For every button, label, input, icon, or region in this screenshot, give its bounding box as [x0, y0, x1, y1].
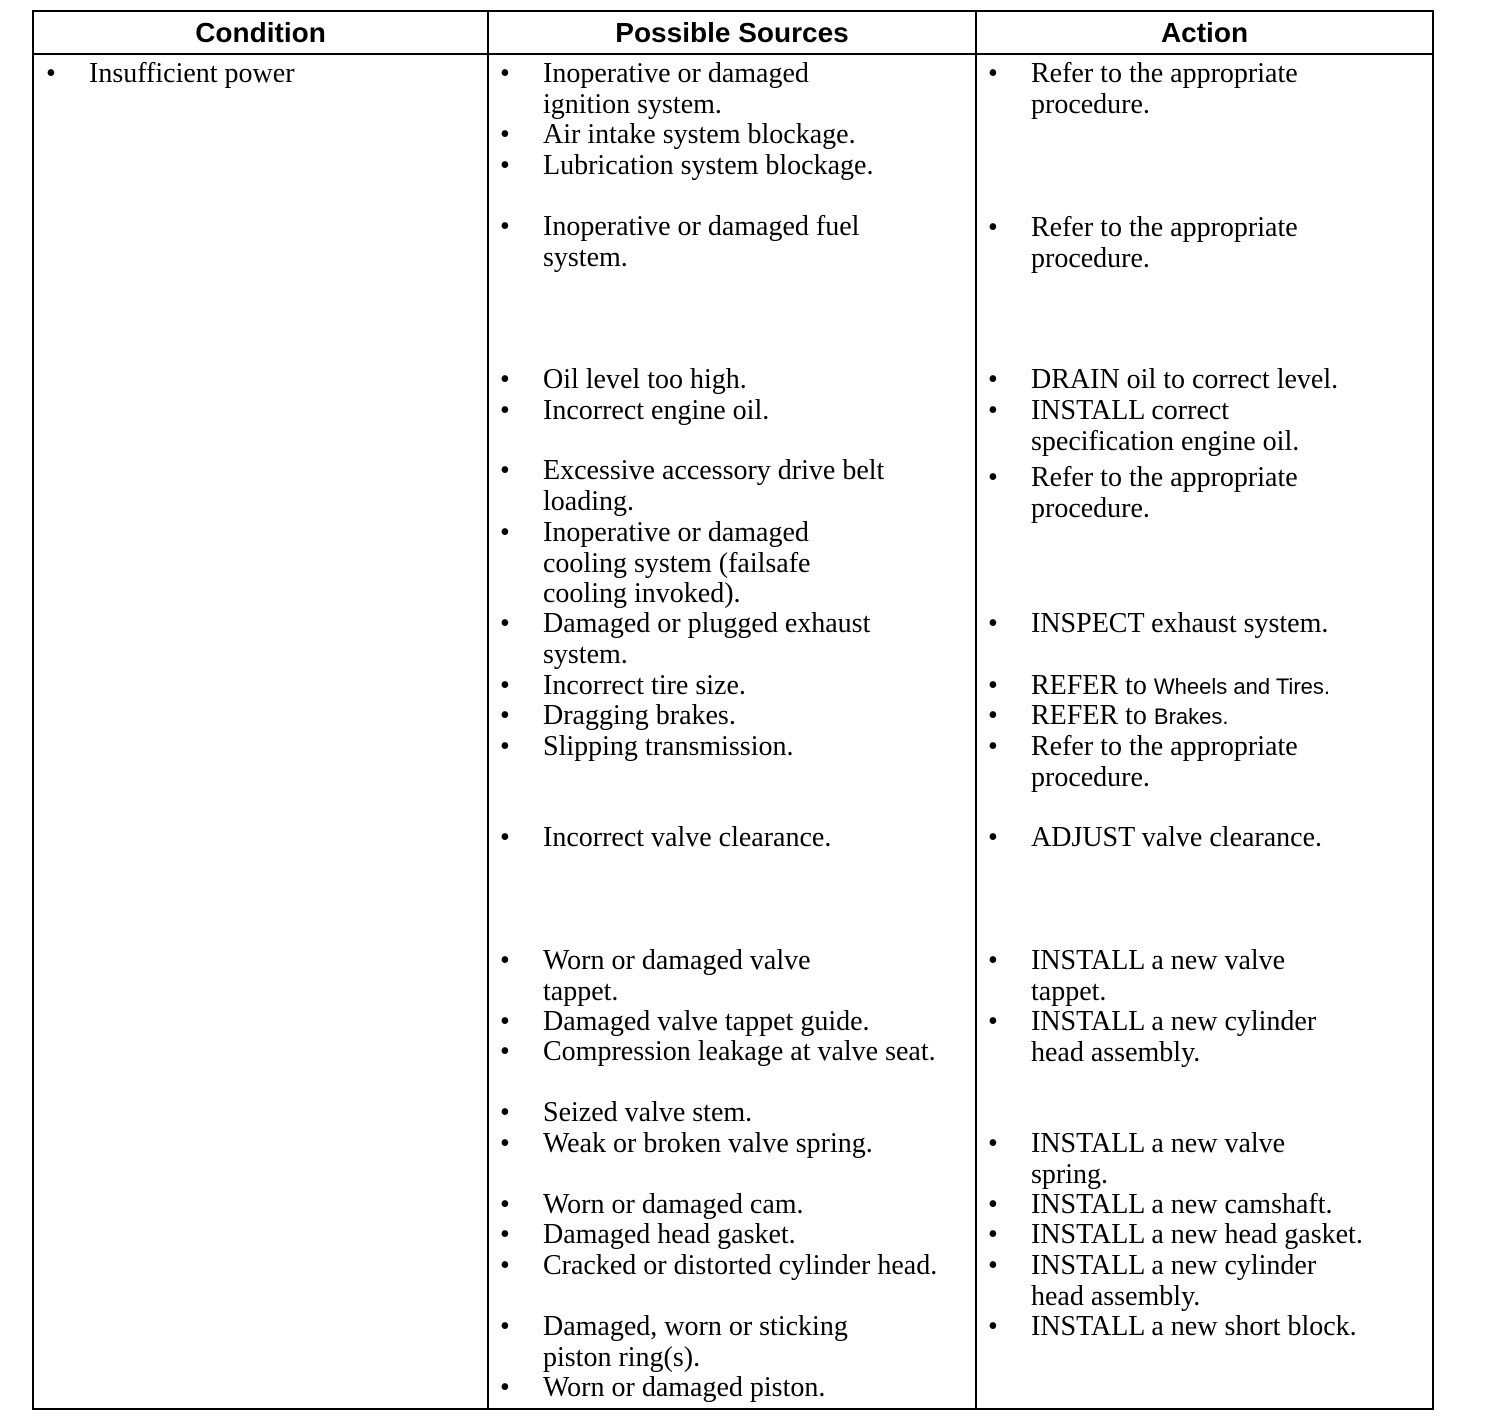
action-item: [988, 1220, 1428, 1251]
source-text: Incorrect tire size.: [543, 670, 746, 701]
source-text: Inoperative or damaged ignition system.: [543, 58, 809, 120]
bullet: •: [988, 364, 998, 395]
action-text: ADJUST valve clearance.: [1031, 822, 1323, 853]
source-item: [500, 1220, 940, 1251]
action-text: INSTALL a new camshaft.: [1031, 1189, 1333, 1220]
source-item: [500, 212, 940, 273]
bullet: •: [988, 670, 998, 701]
source-text: Worn or damaged piston.: [543, 1372, 826, 1403]
action-text: Refer to the appropriate procedure.: [1031, 731, 1298, 793]
source-item: [500, 1373, 940, 1404]
source-item: [500, 671, 940, 702]
condition-item: [46, 59, 466, 90]
bullet: •: [500, 1219, 510, 1250]
bullet: •: [988, 700, 998, 731]
source-text: Incorrect engine oil.: [543, 395, 770, 426]
source-text: Slipping transmission.: [543, 731, 794, 762]
source-text: Compression leakage at valve seat.: [543, 1036, 936, 1067]
bullet: •: [500, 670, 510, 701]
bullet: •: [988, 1311, 998, 1342]
source-text: Worn or damaged cam.: [543, 1189, 804, 1220]
bullet: •: [988, 212, 998, 243]
action-text: INSTALL a new short block.: [1031, 1311, 1357, 1342]
header-condition: Condition: [195, 17, 326, 48]
source-item: [500, 59, 900, 120]
bullet: •: [500, 150, 510, 181]
source-item: [500, 518, 860, 610]
action-text: INSTALL a new cylinder head assembly.: [1031, 1006, 1317, 1068]
action-text: Refer to the appropriate procedure.: [1031, 462, 1298, 524]
source-item: [500, 151, 940, 182]
reference-link: Brakes.: [1153, 704, 1229, 729]
action-item: [988, 1251, 1368, 1312]
action-item: [988, 1129, 1328, 1190]
bullet: •: [988, 1006, 998, 1037]
source-item: [500, 1098, 940, 1129]
header-possible-sources: Possible Sources: [615, 17, 849, 48]
source-item: [500, 1007, 940, 1038]
action-text: REFER to: [1031, 670, 1154, 701]
source-text: Weak or broken valve spring.: [543, 1128, 873, 1159]
action-text: INSPECT exhaust system.: [1031, 608, 1329, 639]
bullet: •: [500, 1311, 510, 1342]
source-text: Damaged valve tappet guide.: [543, 1006, 870, 1037]
action-item: [988, 701, 1428, 733]
bullet: •: [500, 1250, 510, 1281]
source-text: Oil level too high.: [543, 364, 747, 395]
bullet: •: [988, 731, 998, 762]
source-text: Air intake system blockage.: [543, 119, 856, 150]
header-action: Action: [1160, 17, 1249, 48]
bullet: •: [46, 58, 56, 89]
action-item: [988, 609, 1428, 640]
action-text: Refer to the appropriate procedure.: [1031, 212, 1298, 274]
bullet: •: [500, 1372, 510, 1403]
bullet: •: [500, 608, 510, 639]
source-text: Inoperative or damaged cooling system (failsafe cooling invoked).: [543, 517, 811, 609]
action-item: [988, 365, 1428, 396]
action-item: [988, 671, 1428, 703]
bullet: •: [500, 700, 510, 731]
bullet: •: [500, 1006, 510, 1037]
action-item: [988, 59, 1348, 120]
source-item: [500, 701, 940, 732]
bullet: •: [988, 822, 998, 853]
action-text: INSTALL a new valve tappet.: [1031, 945, 1286, 1007]
source-item: [500, 946, 860, 1007]
bullet: •: [500, 822, 510, 853]
bullet: •: [988, 1128, 998, 1159]
bullet: •: [500, 1036, 510, 1067]
source-text: Seized valve stem.: [543, 1097, 753, 1128]
action-text: INSTALL a new cylinder head assembly.: [1031, 1250, 1317, 1312]
bullet: •: [500, 364, 510, 395]
bullet: •: [500, 211, 510, 242]
bullet: •: [988, 1189, 998, 1220]
action-text: INSTALL correct specification engine oil.: [1031, 395, 1300, 457]
action-item: [988, 823, 1428, 854]
source-text: Dragging brakes.: [543, 700, 736, 731]
source-item: [500, 1129, 940, 1160]
action-item: [988, 396, 1318, 457]
action-text: DRAIN oil to correct level.: [1031, 364, 1339, 395]
source-item: [500, 1037, 940, 1068]
bullet: •: [500, 395, 510, 426]
source-item: [500, 732, 940, 763]
source-item: [500, 1190, 940, 1221]
source-text: Incorrect valve clearance.: [543, 822, 832, 853]
action-text: INSTALL a new valve spring.: [1031, 1128, 1286, 1190]
bullet: •: [500, 945, 510, 976]
action-item: [988, 1190, 1428, 1221]
bullet: •: [500, 731, 510, 762]
bullet: •: [500, 1097, 510, 1128]
source-item: [500, 1251, 940, 1282]
action-text: Refer to the appropriate procedure.: [1031, 58, 1298, 120]
source-item: [500, 823, 940, 854]
reference-link: Wheels and Tires.: [1153, 674, 1330, 699]
source-text: Lubrication system blockage.: [543, 150, 874, 181]
source-item: [500, 1312, 900, 1373]
bullet: •: [988, 462, 998, 493]
bullet: •: [500, 1189, 510, 1220]
source-item: [500, 365, 940, 396]
bullet: •: [988, 58, 998, 89]
source-text: Inoperative or damaged fuel system.: [543, 211, 860, 273]
action-item: [988, 463, 1348, 524]
bullet: •: [500, 1128, 510, 1159]
bullet: •: [988, 608, 998, 639]
bullet: •: [500, 517, 510, 548]
column-divider: [487, 12, 489, 1408]
source-text: Worn or damaged valve tappet.: [543, 945, 811, 1007]
bullet: •: [988, 1250, 998, 1281]
action-text: REFER to: [1031, 700, 1154, 731]
source-text: Cracked or distorted cylinder head.: [543, 1250, 938, 1281]
source-text: Damaged, worn or sticking piston ring(s).: [543, 1311, 848, 1373]
source-text: Damaged head gasket.: [543, 1219, 796, 1250]
action-item: [988, 213, 1348, 274]
source-text: Excessive accessory drive belt loading.: [543, 455, 885, 517]
column-divider: [975, 12, 977, 1408]
action-item: [988, 1312, 1428, 1343]
action-item: [988, 1007, 1368, 1068]
bullet: •: [988, 1219, 998, 1250]
bullet: •: [500, 58, 510, 89]
condition-text: Insufficient power: [89, 58, 295, 89]
source-text: Damaged or plugged exhaust system.: [543, 608, 871, 670]
source-item: [500, 456, 940, 517]
bullet: •: [988, 395, 998, 426]
header-divider: [34, 53, 1432, 55]
action-item: [988, 946, 1328, 1007]
bullet: •: [500, 119, 510, 150]
action-text: INSTALL a new head gasket.: [1031, 1219, 1363, 1250]
source-item: [500, 120, 940, 151]
bullet: •: [988, 945, 998, 976]
bullet: •: [500, 455, 510, 486]
source-item: [500, 609, 940, 670]
source-item: [500, 396, 940, 427]
action-item: [988, 732, 1348, 793]
